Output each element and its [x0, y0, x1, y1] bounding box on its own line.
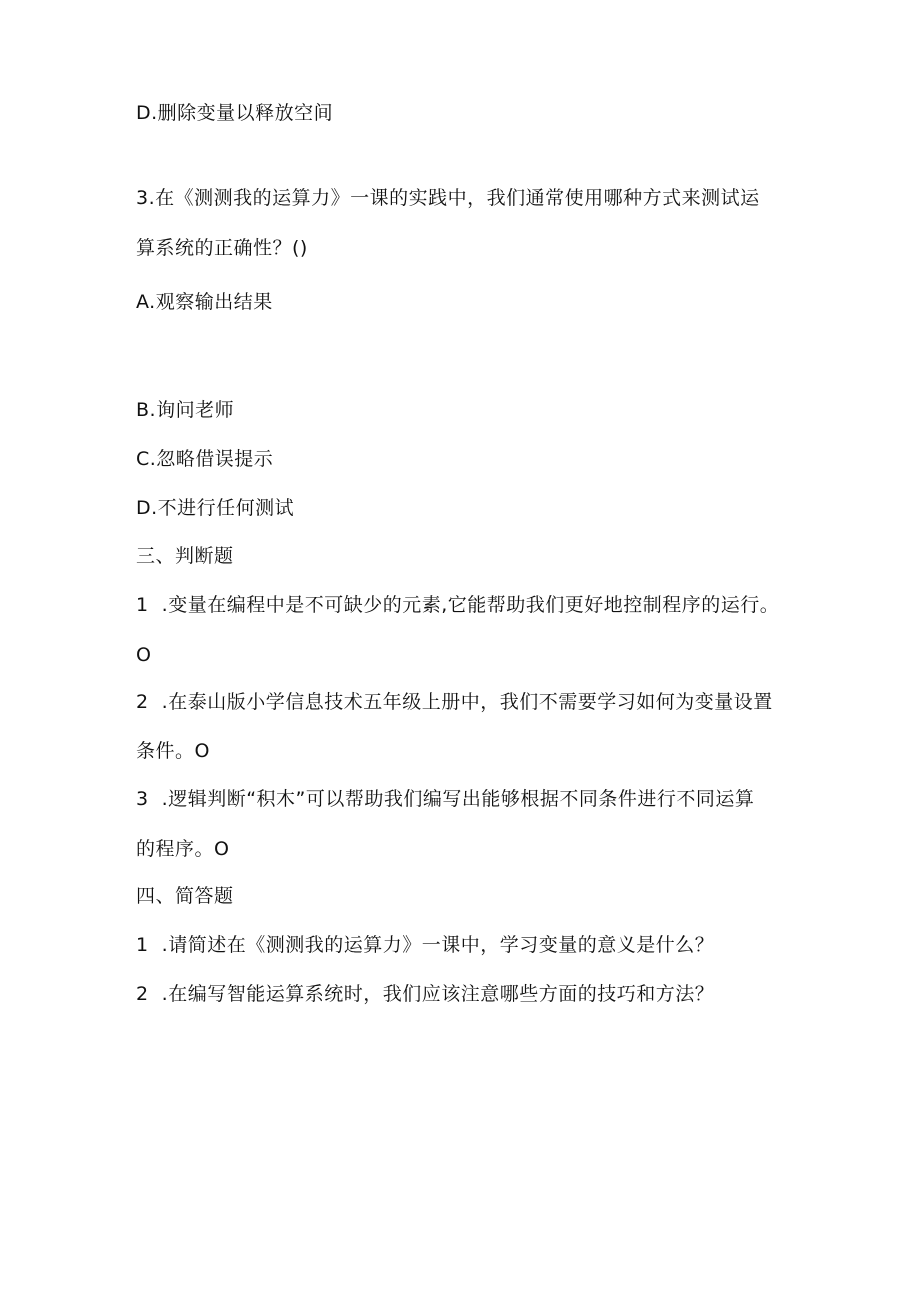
- short-answer-2: 2 .在编写智能运算系统时，我们应该注意哪些方面的技巧和方法？: [136, 983, 715, 1005]
- judgment-1-line-1: 1 .变量在编程中是不可缺少的元素,它能帮助我们更好地控制程序的运行。: [136, 594, 780, 616]
- option-3-c: C.忽略借误提示: [136, 448, 274, 470]
- short-answer-1: 1 .请简述在《测测我的运算力》一课中，学习变量的意义是什么？: [136, 934, 715, 956]
- option-3-a: A.观察输出结果: [136, 291, 273, 313]
- judgment-2-line-1: 2 .在泰山版小学信息技术五年级上册中，我们不需要学习如何为变量设置: [136, 691, 773, 713]
- option-2-d: D.删除变量以释放空间: [136, 102, 334, 124]
- judgment-3-line-2: 的程序。O: [136, 838, 230, 860]
- judgment-3-line-1: 3 .逻辑判断“积木”可以帮助我们编写出能够根据不同条件进行不同运算: [136, 788, 755, 810]
- judgment-1-line-2: O: [136, 644, 152, 666]
- question-3-line-2: 算系统的正确性？(): [136, 237, 308, 259]
- question-3-line-1: 3.在《测测我的运算力》一课的实践中，我们通常使用哪种方式来测试运: [136, 187, 760, 209]
- option-3-b: B.询问老师: [136, 399, 235, 421]
- option-3-d: D.不进行任何测试: [136, 497, 295, 519]
- section-heading-true-false: 三、判断题: [136, 545, 234, 567]
- section-heading-short-answer: 四、简答题: [136, 885, 234, 907]
- judgment-2-line-2: 条件。O: [136, 740, 210, 762]
